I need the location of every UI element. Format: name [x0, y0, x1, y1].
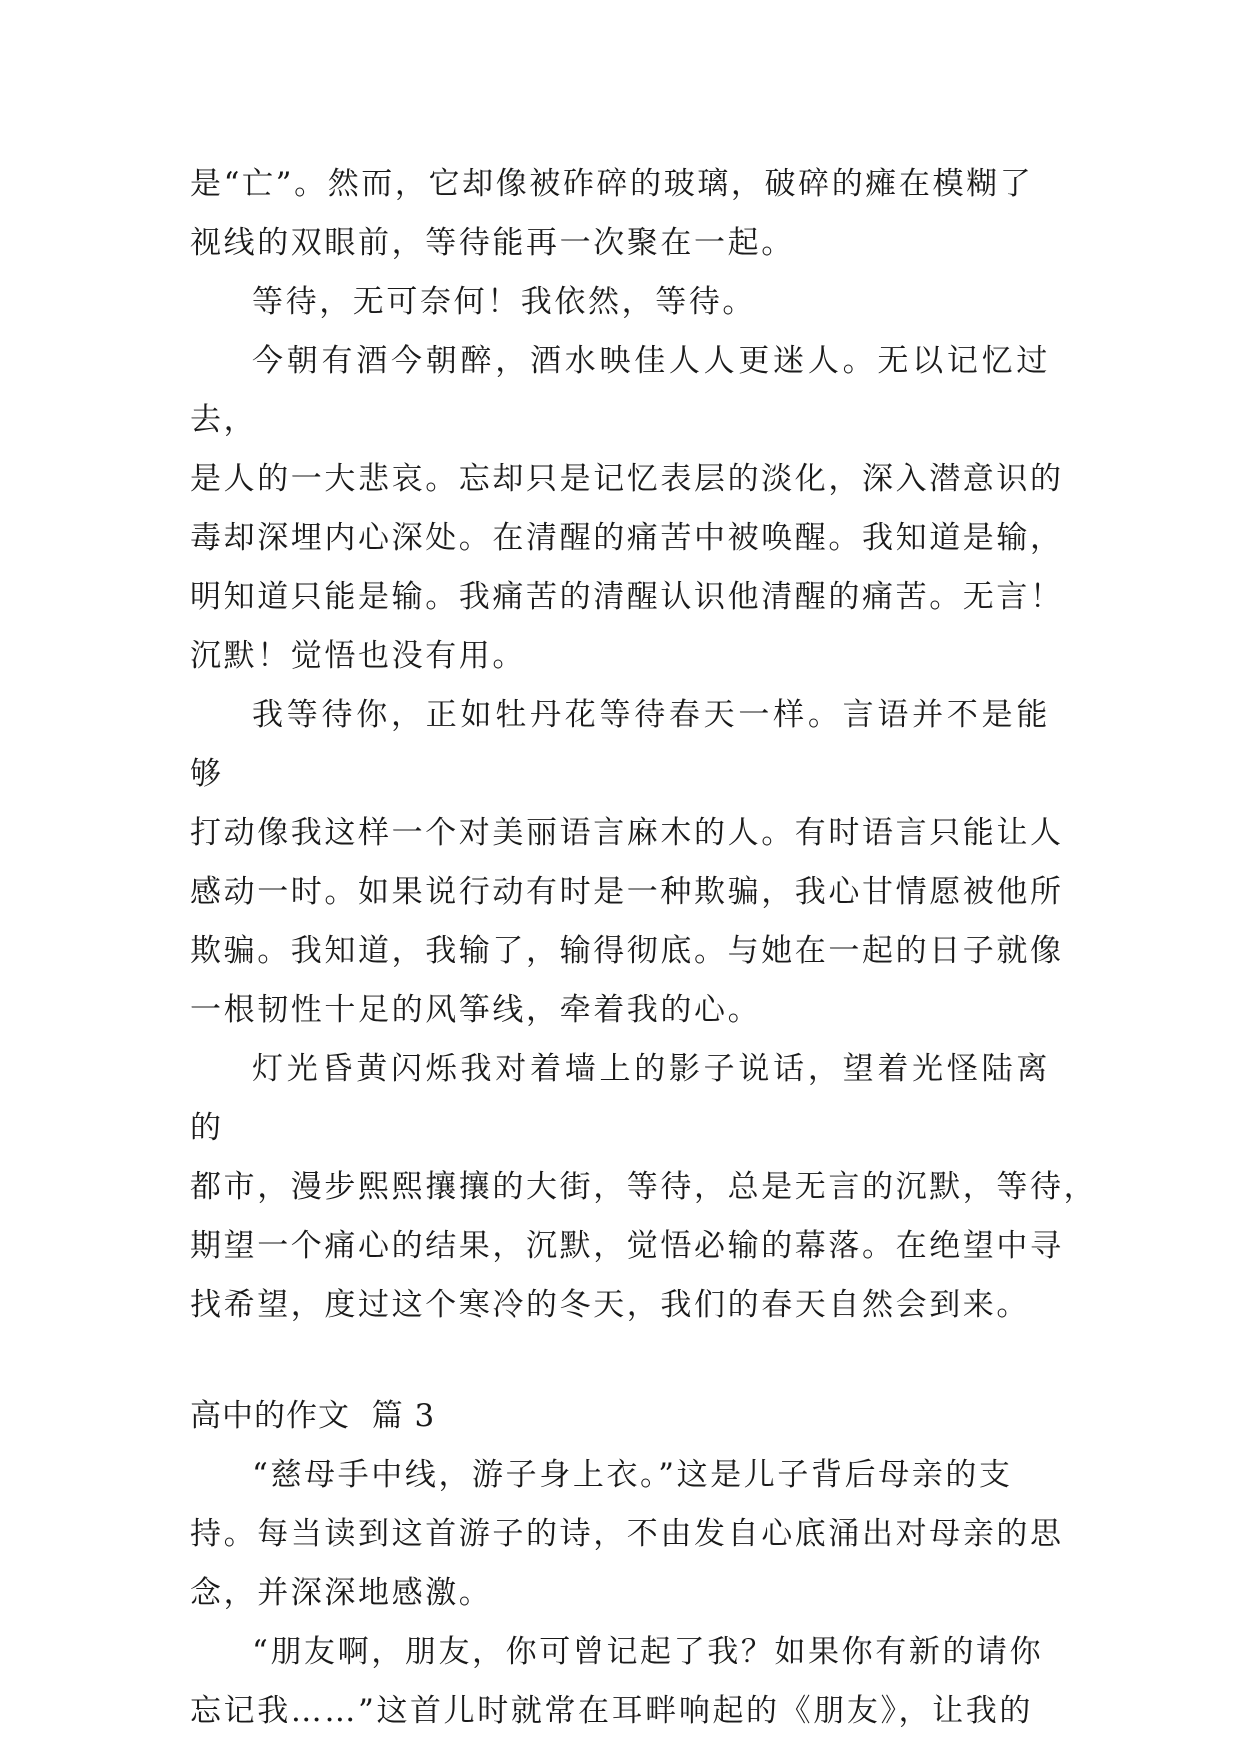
text-line: 我等待你，正如牡丹花等待春天一样。言语并不是能够 — [190, 697, 1050, 792]
text-line: 毒却深埋内心深处。在清醒的痛苦中被唤醒。我知道是输， — [190, 520, 1064, 556]
paragraph — [190, 1446, 1064, 1623]
text-line: 是“亡”。然而，它却像被砟碎的玻璃，破碎的瘫在模糊了 — [190, 166, 1034, 202]
text-line: 今朝有酒今朝醉，酒水映佳人人更迷人。无以记忆过去， — [190, 343, 1050, 438]
paragraph — [190, 1040, 1098, 1335]
document-body — [190, 155, 1098, 1741]
text-line: 沉默！觉悟也没有用。 — [190, 638, 526, 674]
paragraph — [190, 1623, 1050, 1741]
text-line: 念，并深深地感激。 — [190, 1575, 493, 1611]
paragraph — [190, 273, 1050, 332]
text-line: 灯光昏黄闪烁我对着墙上的影子说话，望着光怪陆离的 — [190, 1051, 1050, 1146]
text-line: 持。每当读到这首游子的诗，不由发自心底涌出对母亲的思 — [190, 1516, 1064, 1552]
text-line: 视线的双眼前，等待能再一次聚在一起。 — [190, 225, 795, 261]
text-line: 明知道只能是输。我痛苦的清醒认识他清醒的痛苦。无言！ — [190, 579, 1064, 615]
text-line: 等待，无可奈何！我依然，等待。 — [252, 284, 756, 320]
text-line: 都市，漫步熙熙攘攘的大街，等待，总是无言的沉默，等待， — [190, 1169, 1098, 1205]
section-heading: 高中的作文 篇 3 — [190, 1398, 436, 1434]
text-line: “朋友啊，朋友，你可曾记起了我？如果你有新的请你 — [252, 1634, 1044, 1670]
text-line: “慈母手中线，游子身上衣。”这是儿子背后母亲的支 — [252, 1457, 1013, 1493]
paragraph — [190, 155, 1050, 273]
text-line: 欺骗。我知道，我输了，输得彻底。与她在一起的日子就像 — [190, 933, 1064, 969]
text-line: 打动像我这样一个对美丽语言麻木的人。有时语言只能让人 — [190, 815, 1064, 851]
text-line: 忘记我……”这首儿时就常在耳畔响起的《朋友》，让我的 — [190, 1693, 1033, 1729]
paragraph — [190, 686, 1064, 1040]
text-line: 找希望，度过这个寒冷的冬天，我们的春天自然会到来。 — [190, 1287, 1030, 1323]
paragraph — [190, 332, 1064, 686]
text-line: 一根韧性十足的风筝线，牵着我的心。 — [190, 992, 762, 1028]
text-line: 期望一个痛心的结果，沉默，觉悟必输的幕落。在绝望中寻 — [190, 1228, 1064, 1264]
text-line: 感动一时。如果说行动有时是一种欺骗，我心甘情愿被他所 — [190, 874, 1064, 910]
text-line: 是人的一大悲哀。忘却只是记忆表层的淡化，深入潜意识的 — [190, 461, 1064, 497]
